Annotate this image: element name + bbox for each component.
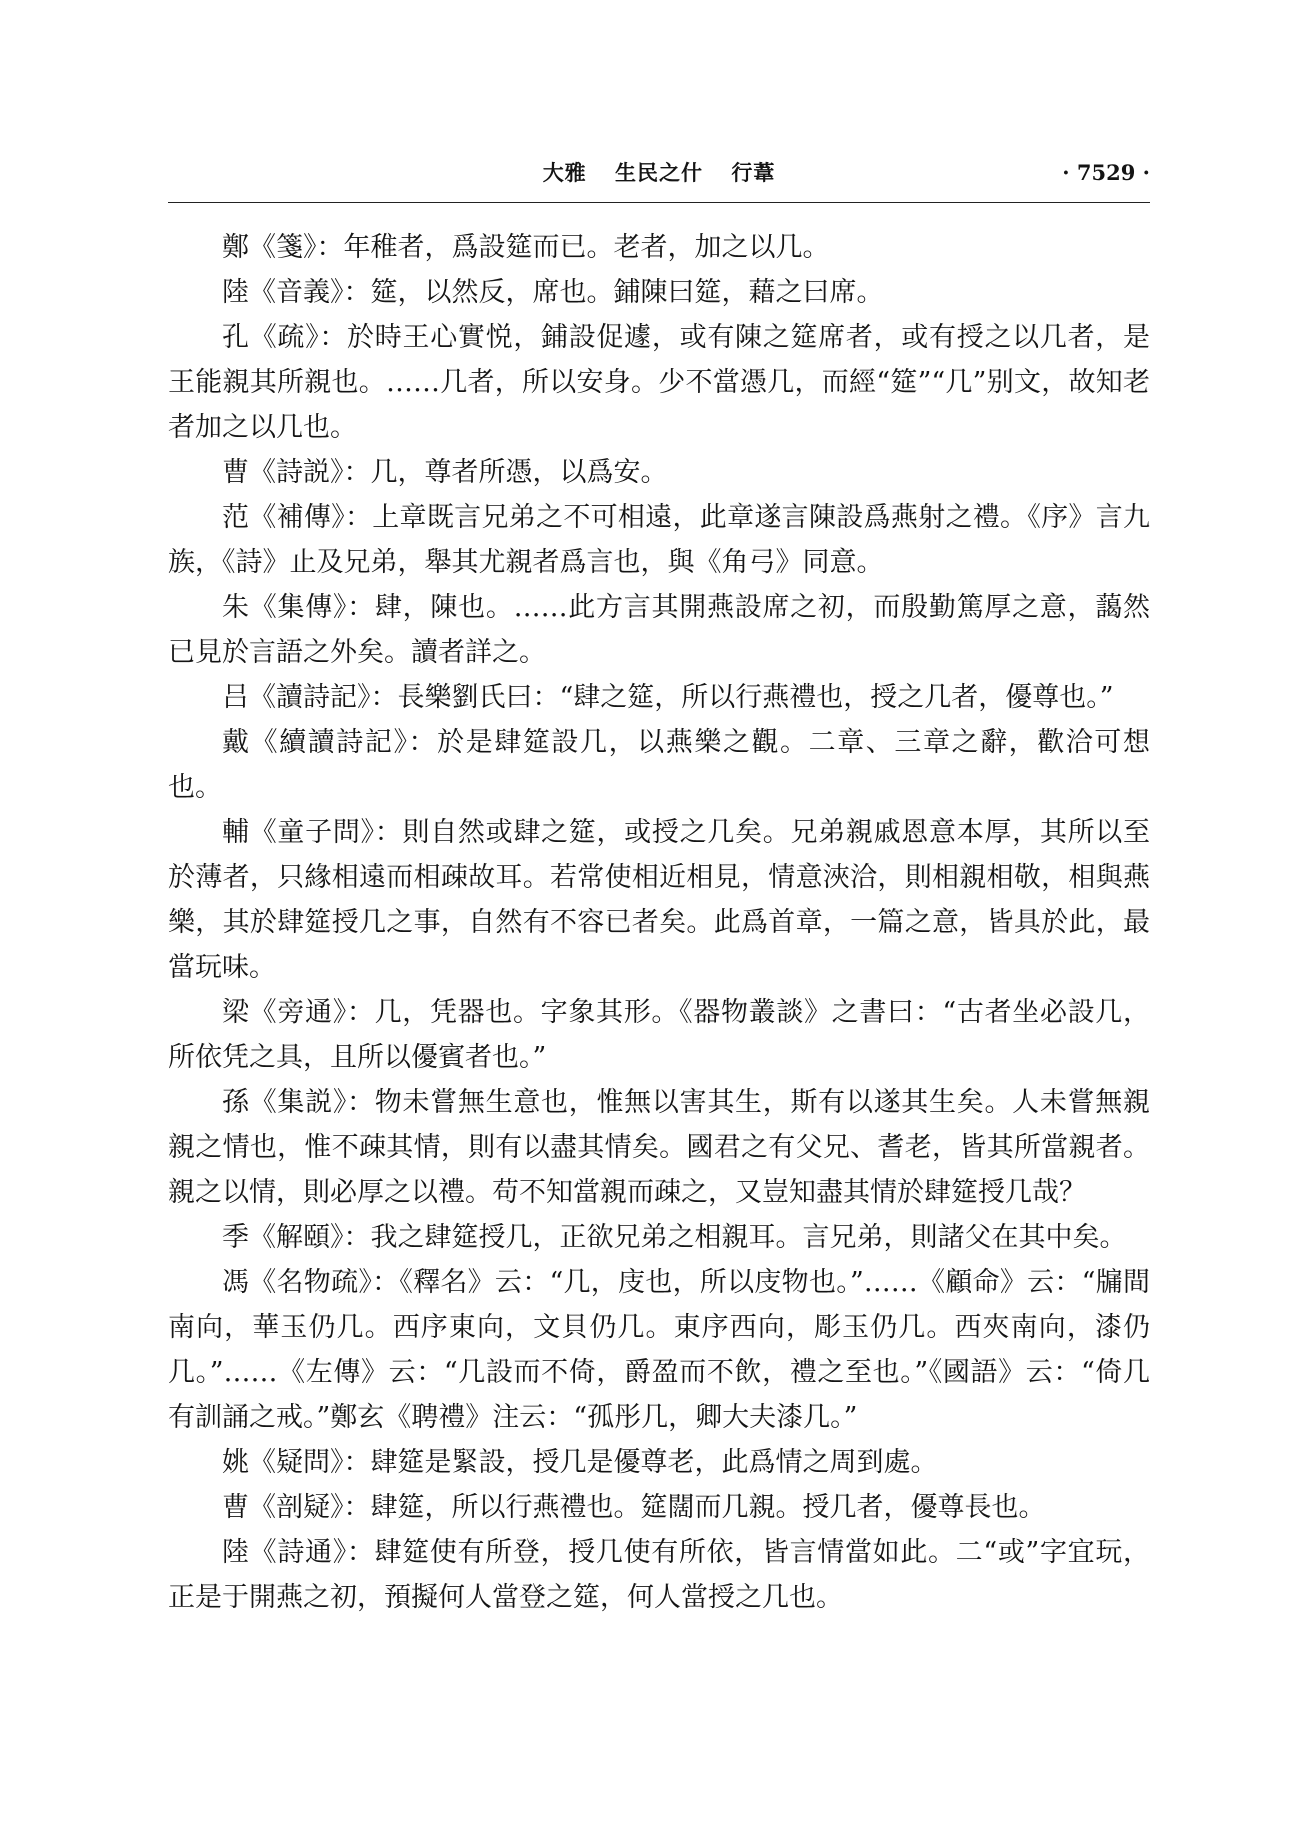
commentary-paragraph: 梁《旁通》：几，凭器也。字象其形。《器物叢談》之書曰：“古者坐必設几，所依凭之具，且所以優賓者也。” bbox=[168, 997, 1150, 1073]
commentary-paragraph: 孫《集説》：物未嘗無生意也，惟無以害其生，斯有以遂其生矣。人未嘗無親親之情也，惟不疎其情，則有以盡其情矣。國君之有父兄、耆老，皆其所當親者。親之以情，則必厚之以禮。苟不知當親而疎之，又豈知盡其情於肆筵授几哉？ bbox=[168, 1087, 1150, 1208]
commentary-body bbox=[168, 225, 1150, 1620]
commentary-paragraph: 范《補傳》：上章既言兄弟之不可相遠，此章遂言陳設爲燕射之禮。《序》言九族，《詩》止及兄弟，舉其尤親者爲言也，與《角弓》同意。 bbox=[168, 502, 1150, 578]
head-title-part: 行葦 bbox=[731, 160, 776, 185]
running-head-title bbox=[168, 158, 1150, 188]
commentary-paragraph: 季《解頤》：我之肆筵授几，正欲兄弟之相親耳。言兄弟，則諸父在其中矣。 bbox=[222, 1222, 1127, 1253]
commentary-paragraph: 戴《續讀詩記》：於是肆筵設几，以燕樂之觀。二章、三章之辭，歡洽可想也。 bbox=[168, 727, 1150, 803]
commentary-paragraph: 陸《音義》：筵，以然反，席也。鋪陳曰筵，藉之曰席。 bbox=[222, 277, 884, 308]
running-head bbox=[168, 158, 1150, 208]
commentary-paragraph: 曹《詩説》：几，尊者所憑，以爲安。 bbox=[222, 457, 668, 488]
page-number: · 7529 · bbox=[1062, 160, 1150, 185]
header-rule bbox=[168, 202, 1150, 203]
commentary-paragraph: 馮《名物疏》：《釋名》云：“几，庋也，所以庋物也。”……《顧命》云：“牖間南向，華玉仍几。西序東向，文貝仍几。東序西向，彫玉仍几。西夾南向，漆仍几。”……《左傳》云：“几設而不倚，爵盈而不飲，禮之至也。”《國語》云：“倚几有訓誦之戒。”鄭玄《聘禮》注云：“孤彤几，卿大夫漆几。” bbox=[168, 1267, 1150, 1433]
commentary-paragraph: 吕《讀詩記》：長樂劉氏曰：“肆之筵，所以行燕禮也，授之几者，優尊也。” bbox=[222, 682, 1114, 713]
commentary-paragraph: 朱《集傳》：肆，陳也。……此方言其開燕設席之初，而殷勤篤厚之意，藹然已見於言語之外矣。讀者詳之。 bbox=[168, 592, 1150, 668]
commentary-paragraph: 陸《詩通》：肆筵使有所登，授几使有所依，皆言情當如此。二“或”字宜玩，正是于開燕之初，預擬何人當登之筵，何人當授之几也。 bbox=[168, 1537, 1150, 1613]
commentary-paragraph: 孔《疏》：於時王心實悦，鋪設促遽，或有陳之筵席者，或有授之以几者，是王能親其所親也。……几者，所以安身。少不當憑几，而經“筵”“几”别文，故知老者加之以几也。 bbox=[168, 322, 1150, 443]
head-title-part: 生民之什 bbox=[615, 160, 703, 185]
commentary-paragraph: 姚《疑問》：肆筵是緊設，授几是優尊老，此爲情之周到處。 bbox=[222, 1447, 938, 1478]
commentary-paragraph: 輔《童子問》：則自然或肆之筵，或授之几矣。兄弟親戚恩意本厚，其所以至於薄者，只緣相遠而相疎故耳。若常使相近相見，情意浹洽，則相親相敬，相與燕樂，其於肆筵授几之事，自然有不容已者矣。此爲首章，一篇之意，皆具於此，最當玩味。 bbox=[168, 817, 1150, 983]
head-title-part: 大雅 bbox=[542, 160, 587, 185]
commentary-paragraph: 鄭《箋》：年稚者，爲設筵而已。老者，加之以几。 bbox=[222, 232, 830, 263]
commentary-paragraph: 曹《剖疑》：肆筵，所以行燕禮也。筵闊而几親。授几者，優尊長也。 bbox=[222, 1492, 1046, 1523]
